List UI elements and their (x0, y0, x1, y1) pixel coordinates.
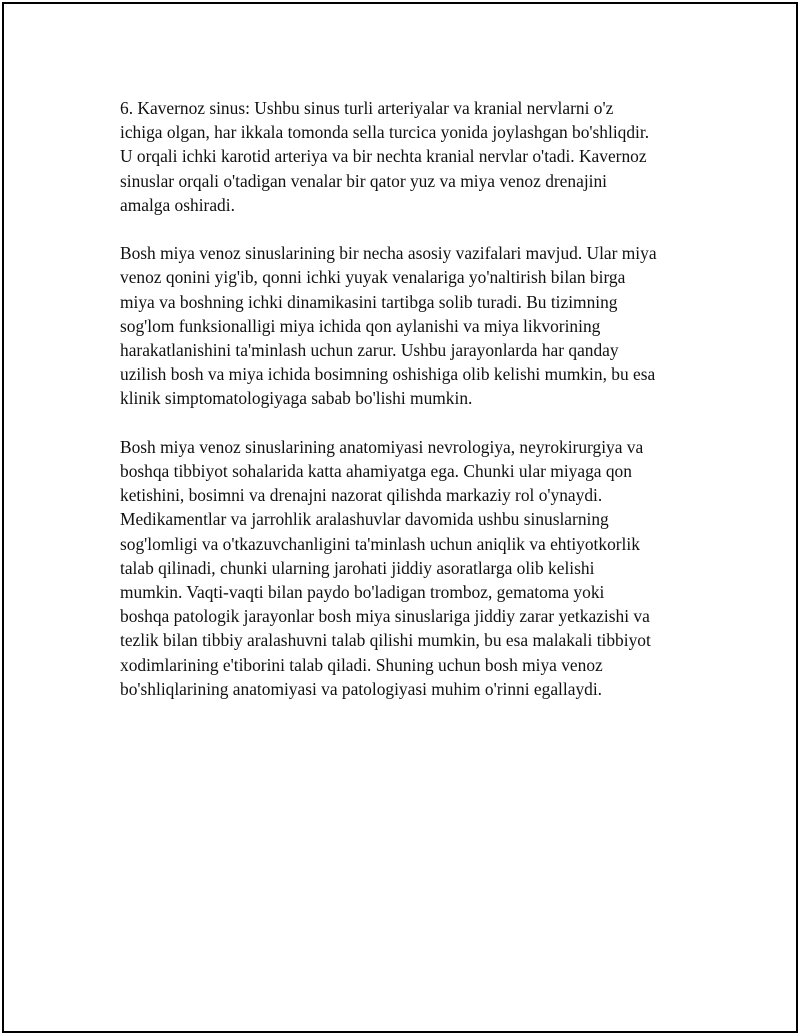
text-line: ichiga olgan, har ikkala tomonda sella turcica yonida joylashgan bo'shliqdir. (120, 122, 650, 143)
text-line: uzilish bosh va miya ichida bosimning oshishiga olib kelishi mumkin, bu esa (120, 364, 656, 385)
text-line: sog'lomligi va o'tkazuvchanligini ta'minlash uchun aniqlik va ehtiyotkorlik (120, 533, 640, 554)
text-line: harakatlanishini ta'minlash uchun zarur. Ushbu jarayonlarda har qanday (120, 340, 619, 361)
text-line: boshqa patologik jarayonlar bosh miya sinuslariga jiddiy zarar yetkazishi va (120, 606, 650, 627)
text-line: xodimlarining e'tiborini talab qiladi. Shuning uchun bosh miya venoz (120, 654, 603, 675)
paragraph-sinus-functions (120, 241, 700, 410)
text-line: boshqa tibbiyot sohalarida katta ahamiyatga ega. Chunki ular miyaga qon (120, 461, 632, 482)
text-line: amalga oshiradi. (120, 194, 235, 215)
document-body (120, 96, 700, 725)
text-line: klinik simptomatologiyaga sabab bo'lishi mumkin. (120, 388, 473, 409)
text-line: Medikamentlar va jarrohlik aralashuvlar davomida ushbu sinuslarning (120, 509, 609, 530)
text-line: venoz qonini yig'ib, qonni ichki yuyak venalariga yo'naltirish bilan birga (120, 267, 626, 288)
text-line: sinuslar orqali o'tadigan venalar bir qator yuz va miya venoz drenajini (120, 170, 608, 191)
text-line: talab qilinadi, chunki ularning jarohati jiddiy asoratlarga olib kelishi (120, 557, 595, 578)
paragraph-anatomy-importance (120, 435, 700, 701)
text-line: bo'shliqlarining anatomiyasi va patologiyasi muhim o'rinni egallaydi. (120, 678, 603, 699)
text-line: miya va boshning ichki dinamikasini tartibga solib turadi. Bu tizimning (120, 291, 618, 312)
text-line: Bosh miya venoz sinuslarining anatomiyasi nevrologiya, neyrokirurgiya va (120, 436, 644, 457)
text-line: tezlik bilan tibbiy aralashuvni talab qilishi mumkin, bu esa malakali tibbiyot (120, 630, 651, 651)
text-line: U orqali ichki karotid arteriya va bir nechta kranial nervlar o'tadi. Kavernoz (120, 146, 647, 167)
text-line: ketishini, bosimni va drenajni nazorat qilishda markaziy rol o'ynaydi. (120, 485, 603, 506)
paragraph-cavernous-sinus (120, 96, 700, 217)
text-line: sog'lom funksionalligi miya ichida qon aylanishi va miya likvorining (120, 315, 601, 336)
text-line: mumkin. Vaqti-vaqti bilan paydo bo'ladigan tromboz, gematoma yoki (120, 582, 605, 603)
text-line: 6. Kavernoz sinus: Ushbu sinus turli arteriyalar va kranial nervlarni o'z (120, 98, 614, 118)
text-line: Bosh miya venoz sinuslarining bir necha asosiy vazifalari mavjud. Ular miya (120, 243, 657, 264)
document-page (2, 2, 798, 1033)
